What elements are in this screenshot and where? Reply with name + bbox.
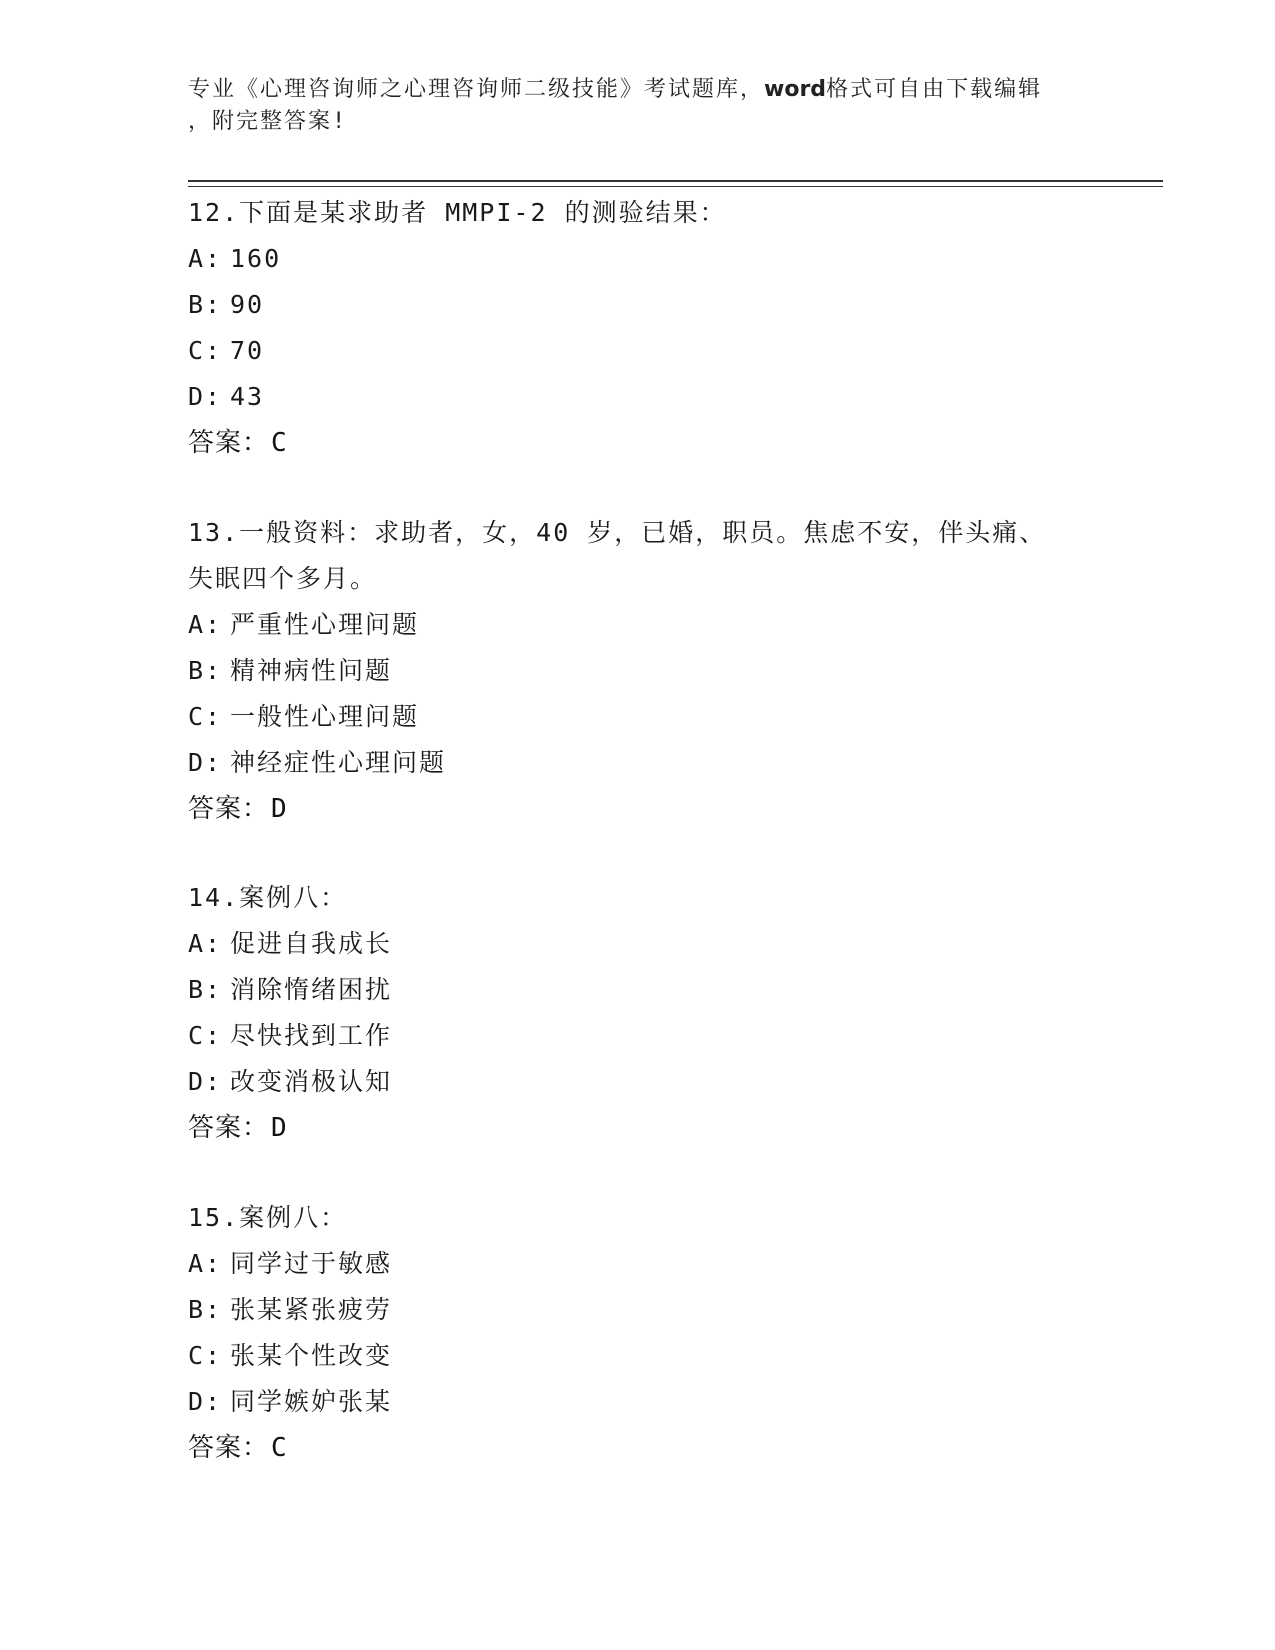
question-stem: 13.一般资料：求助者，女，40 岁，已婚，职员。焦虑不安，伴头痛、 [188,518,1047,547]
option-letter: C: [188,1341,223,1370]
option-a [188,236,1088,282]
option-letter: A: [188,929,223,958]
option-b [188,648,1088,694]
option-text: 160 [230,244,282,273]
question-stem: 15.案例八： [188,1203,348,1232]
option-text: 同学嫉妒张某 [230,1387,393,1416]
option-letter: D: [188,382,223,411]
question-12 [188,190,1088,466]
answer-value: C [271,1433,288,1463]
answer-line [188,420,1088,466]
option-text: 同学过于敏感 [230,1249,393,1278]
option-text: 43 [230,382,265,411]
answer-label: 答案： [188,794,270,824]
question-13 [188,510,1088,832]
option-letter: C: [188,702,223,731]
question-stem: 12.下面是某求助者 MMPI-2 的测验结果： [188,198,727,227]
answer-line [188,1105,1088,1151]
option-letter: A: [188,244,223,273]
option-letter: C: [188,336,223,365]
option-text: 90 [230,290,265,319]
answer-value: D [271,794,288,824]
option-d [188,374,1088,420]
header-line-1 [188,74,1088,106]
option-c [188,1333,1088,1379]
question-stem: 14.案例八： [188,883,348,912]
option-a [188,1241,1088,1287]
header-text-pre: 专业《心理咨询师之心理咨询师二级技能》考试题库， [188,77,765,102]
answer-value: C [271,428,288,458]
option-text: 消除惰绪困扰 [230,975,393,1004]
option-letter: A: [188,610,223,639]
option-letter: C: [188,1021,223,1050]
answer-line [188,786,1088,832]
option-text: 张某个性改变 [230,1341,393,1370]
option-text: 严重性心理问题 [230,610,420,639]
option-letter: D: [188,1067,223,1096]
answer-label: 答案： [188,428,270,458]
header-divider-thick [188,180,1163,182]
option-letter: B: [188,656,223,685]
answer-value: D [271,1113,288,1143]
option-b [188,967,1088,1013]
option-letter: B: [188,1295,223,1324]
header-text-word: word [764,77,827,102]
option-text: 一般性心理问题 [230,702,420,731]
option-letter: B: [188,290,223,319]
question-15 [188,1195,1088,1471]
option-letter: B: [188,975,223,1004]
option-c [188,694,1088,740]
answer-label: 答案： [188,1433,270,1463]
option-text: 促进自我成长 [230,929,393,958]
header-line-2: ，附完整答案! [188,109,348,134]
option-letter: D: [188,1387,223,1416]
option-text: 改变消极认知 [230,1067,393,1096]
option-a [188,921,1088,967]
option-c [188,328,1088,374]
option-a [188,602,1088,648]
header-text-post: 格式可自由下载编辑 [826,77,1043,102]
option-text: 张某紧张疲劳 [230,1295,393,1324]
option-b [188,282,1088,328]
question-stem-continued: 失眠四个多月。 [188,564,378,593]
option-text: 神经症性心理问题 [230,748,447,777]
answer-label: 答案： [188,1113,270,1143]
option-d [188,1059,1088,1105]
answer-line [188,1425,1088,1471]
document-header [188,74,1088,138]
header-divider-thin [188,186,1163,187]
option-text: 尽快找到工作 [230,1021,393,1050]
question-14 [188,875,1088,1151]
option-letter: A: [188,1249,223,1278]
option-letter: D: [188,748,223,777]
option-d [188,1379,1088,1425]
option-text: 70 [230,336,265,365]
option-b [188,1287,1088,1333]
option-c [188,1013,1088,1059]
option-text: 精神病性问题 [230,656,393,685]
option-d [188,740,1088,786]
